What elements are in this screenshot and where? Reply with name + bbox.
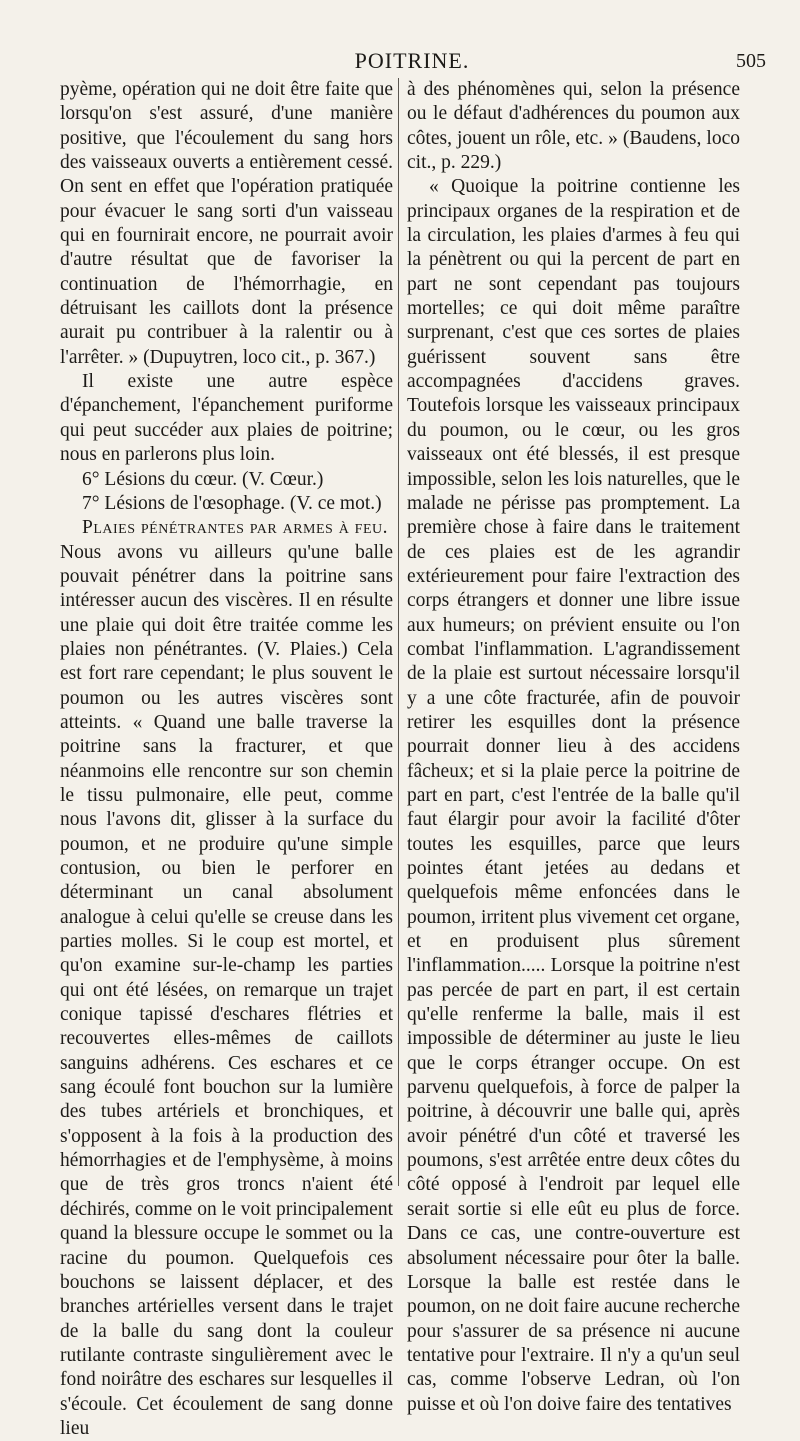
section-heading: Plaies pénétrantes par armes à feu. bbox=[82, 517, 388, 539]
column-divider bbox=[398, 78, 399, 1186]
paragraph: à des phénomènes qui, selon la présence ou le défaut d'adhérences du poumon aux côtes, jouent un rôle, etc. » (Baudens, loco cit., p. 229.) bbox=[407, 79, 740, 174]
paragraph: pyème, opération qui ne doit être faite que lorsqu'on s'est assuré, d'une manière positive, que l'écoulement du sang hors des vaisseaux ouverts a entièrement cessé. On sent en effet que l'opération pratiquée pour évacuer le sang sorti d'un vaisseau qui en fournirait encore, ne pourrait avoir d'autre résultat que de favoriser la continuation de l'hémorrhagie, en détruisant les caillots dont la présence aurait pu contribuer à la ralentir ou à l'arrêter. » (Dupuytren, loco cit., p. 367.) bbox=[60, 79, 393, 368]
page-header bbox=[58, 44, 766, 74]
paragraph: « Quoique la poitrine contienne les principaux organes de la respiration et de la circulation, les plaies d'armes à feu qui la pénètrent ou qui la percent de part en part ne sont cependant pas toujours mortelles; ce qui doit même paraître surprenant, c'est que ces sortes de plaies guérissent souvent sans être accompagnées d'accidens graves. Toutefois lorsque les vaisseaux principaux du poumon, ou le cœur, ou les gros vaisseaux ont été blessés, il est presque impossible, selon les lois naturelles, que le malade ne périsse pas promptement. La première chose à faire dans le traitement de ces plaies est de les agrandir extérieurement pour faire l'extraction des corps étrangers et donner une libre issue aux humeurs; on prévient ensuite ou l'on combat l'inflammation. L'agrandissement de la plaie est surtout nécessaire lorsqu'il y a une côte fracturée, afin de pouvoir retirer les esquilles dont la présence pourrait donner lieu à des accidens fâcheux; et si la plaie perce la poitrine de part en part, c'est l'entrée de la balle qu'il faut élargir pour avoir la facilité d'ôter toutes les esquilles, parce que leurs pointes étant jetées au dedans et quelquefois même enfoncées dans le poumon, irritent plus vivement cet organe, et en produisent plus sûrement l'inflammation..... Lorsque la poitrine n'est pas percée de part en part, il est certain qu'elle renferme la balle, mais il est impossible de déterminer au juste le lieu que le corps étranger occupe. On est parvenu quelquefois, à force de palper la poitrine, à découvrir une balle qui, après avoir pénétré d'un côté et traversé les poumons, s'est arrêtée entre deux côtes du côté opposé à l'endroit par lequel elle serait sortie si elle eût eu plus de force. Dans ce cas, une contre-ouverture est absolument nécessaire pour ôter la balle. Lorsque la balle est restée dans le poumon, on ne doit faire aucune recherche pour s'assurer de sa présence ni aucune tentative pour l'extraire. Il n'y a qu'un seul cas, comme l'observe Ledran, où l'on puisse et où l'on doive faire des tentatives bbox=[407, 176, 740, 1415]
paragraph: Nous avons vu ailleurs qu'une balle pouvait pénétrer dans la poitrine sans intéresser aucun des viscères. Il en résulte une plaie qui doit être traitée comme les plaies non pénétrantes. (V. Plaies.) Cela est fort rare cependant; le plus souvent le poumon ou les autres viscères sont atteints. « Quand une balle traverse la poitrine sans la fracturer, et que néanmoins elle rencontre sur son chemin le tissu pulmonaire, elle peut, comme nous l'avons dit, glisser à la surface du poumon, et ne produire qu'une simple contusion, ou bien le perforer en déterminant un canal absolument analogue à celui qu'elle se creuse dans les parties molles. Si le coup est mortel, et qu'on examine sur-le-champ les parties qui ont été lésées, on remarque un trajet conique tapissé d'eschares flétries et recouvertes elles-mêmes de caillots sanguins adhérens. Ces eschares et ce sang écoulé font bouchon sur la lumière des tubes artériels et bronchiques, et s'opposent à la fois à la production des hémorrhagies et de l'emphysème, à moins que de très gros troncs n'aient été déchirés, comme on le voit principalement quand la blessure occupe le sommet ou la racine du poumon. Quelquefois ces bouchons se laissent déplacer, et des branches artérielles versent dans le trajet de la balle du sang dont la couleur rutilante contraste singulièrement avec le fond noirâtre des eschares sur lesquelles il s'écoule. Cet écoulement de sang donne lieu bbox=[60, 541, 393, 1439]
running-title: POITRINE. bbox=[354, 48, 470, 73]
paragraph: Il existe une autre espèce d'épanchement, l'épanchement puriforme qui peut succéder aux plaies de poitrine; nous en parlerons plus loin. bbox=[60, 371, 393, 466]
right-column bbox=[407, 78, 740, 1417]
left-column bbox=[60, 78, 393, 1441]
section-heading: 7° Lésions de l'œsophage. (V. ce mot.) bbox=[82, 492, 382, 514]
section-heading: 6° Lésions du cœur. (V. Cœur.) bbox=[82, 468, 324, 490]
page-number: 505 bbox=[736, 50, 766, 72]
